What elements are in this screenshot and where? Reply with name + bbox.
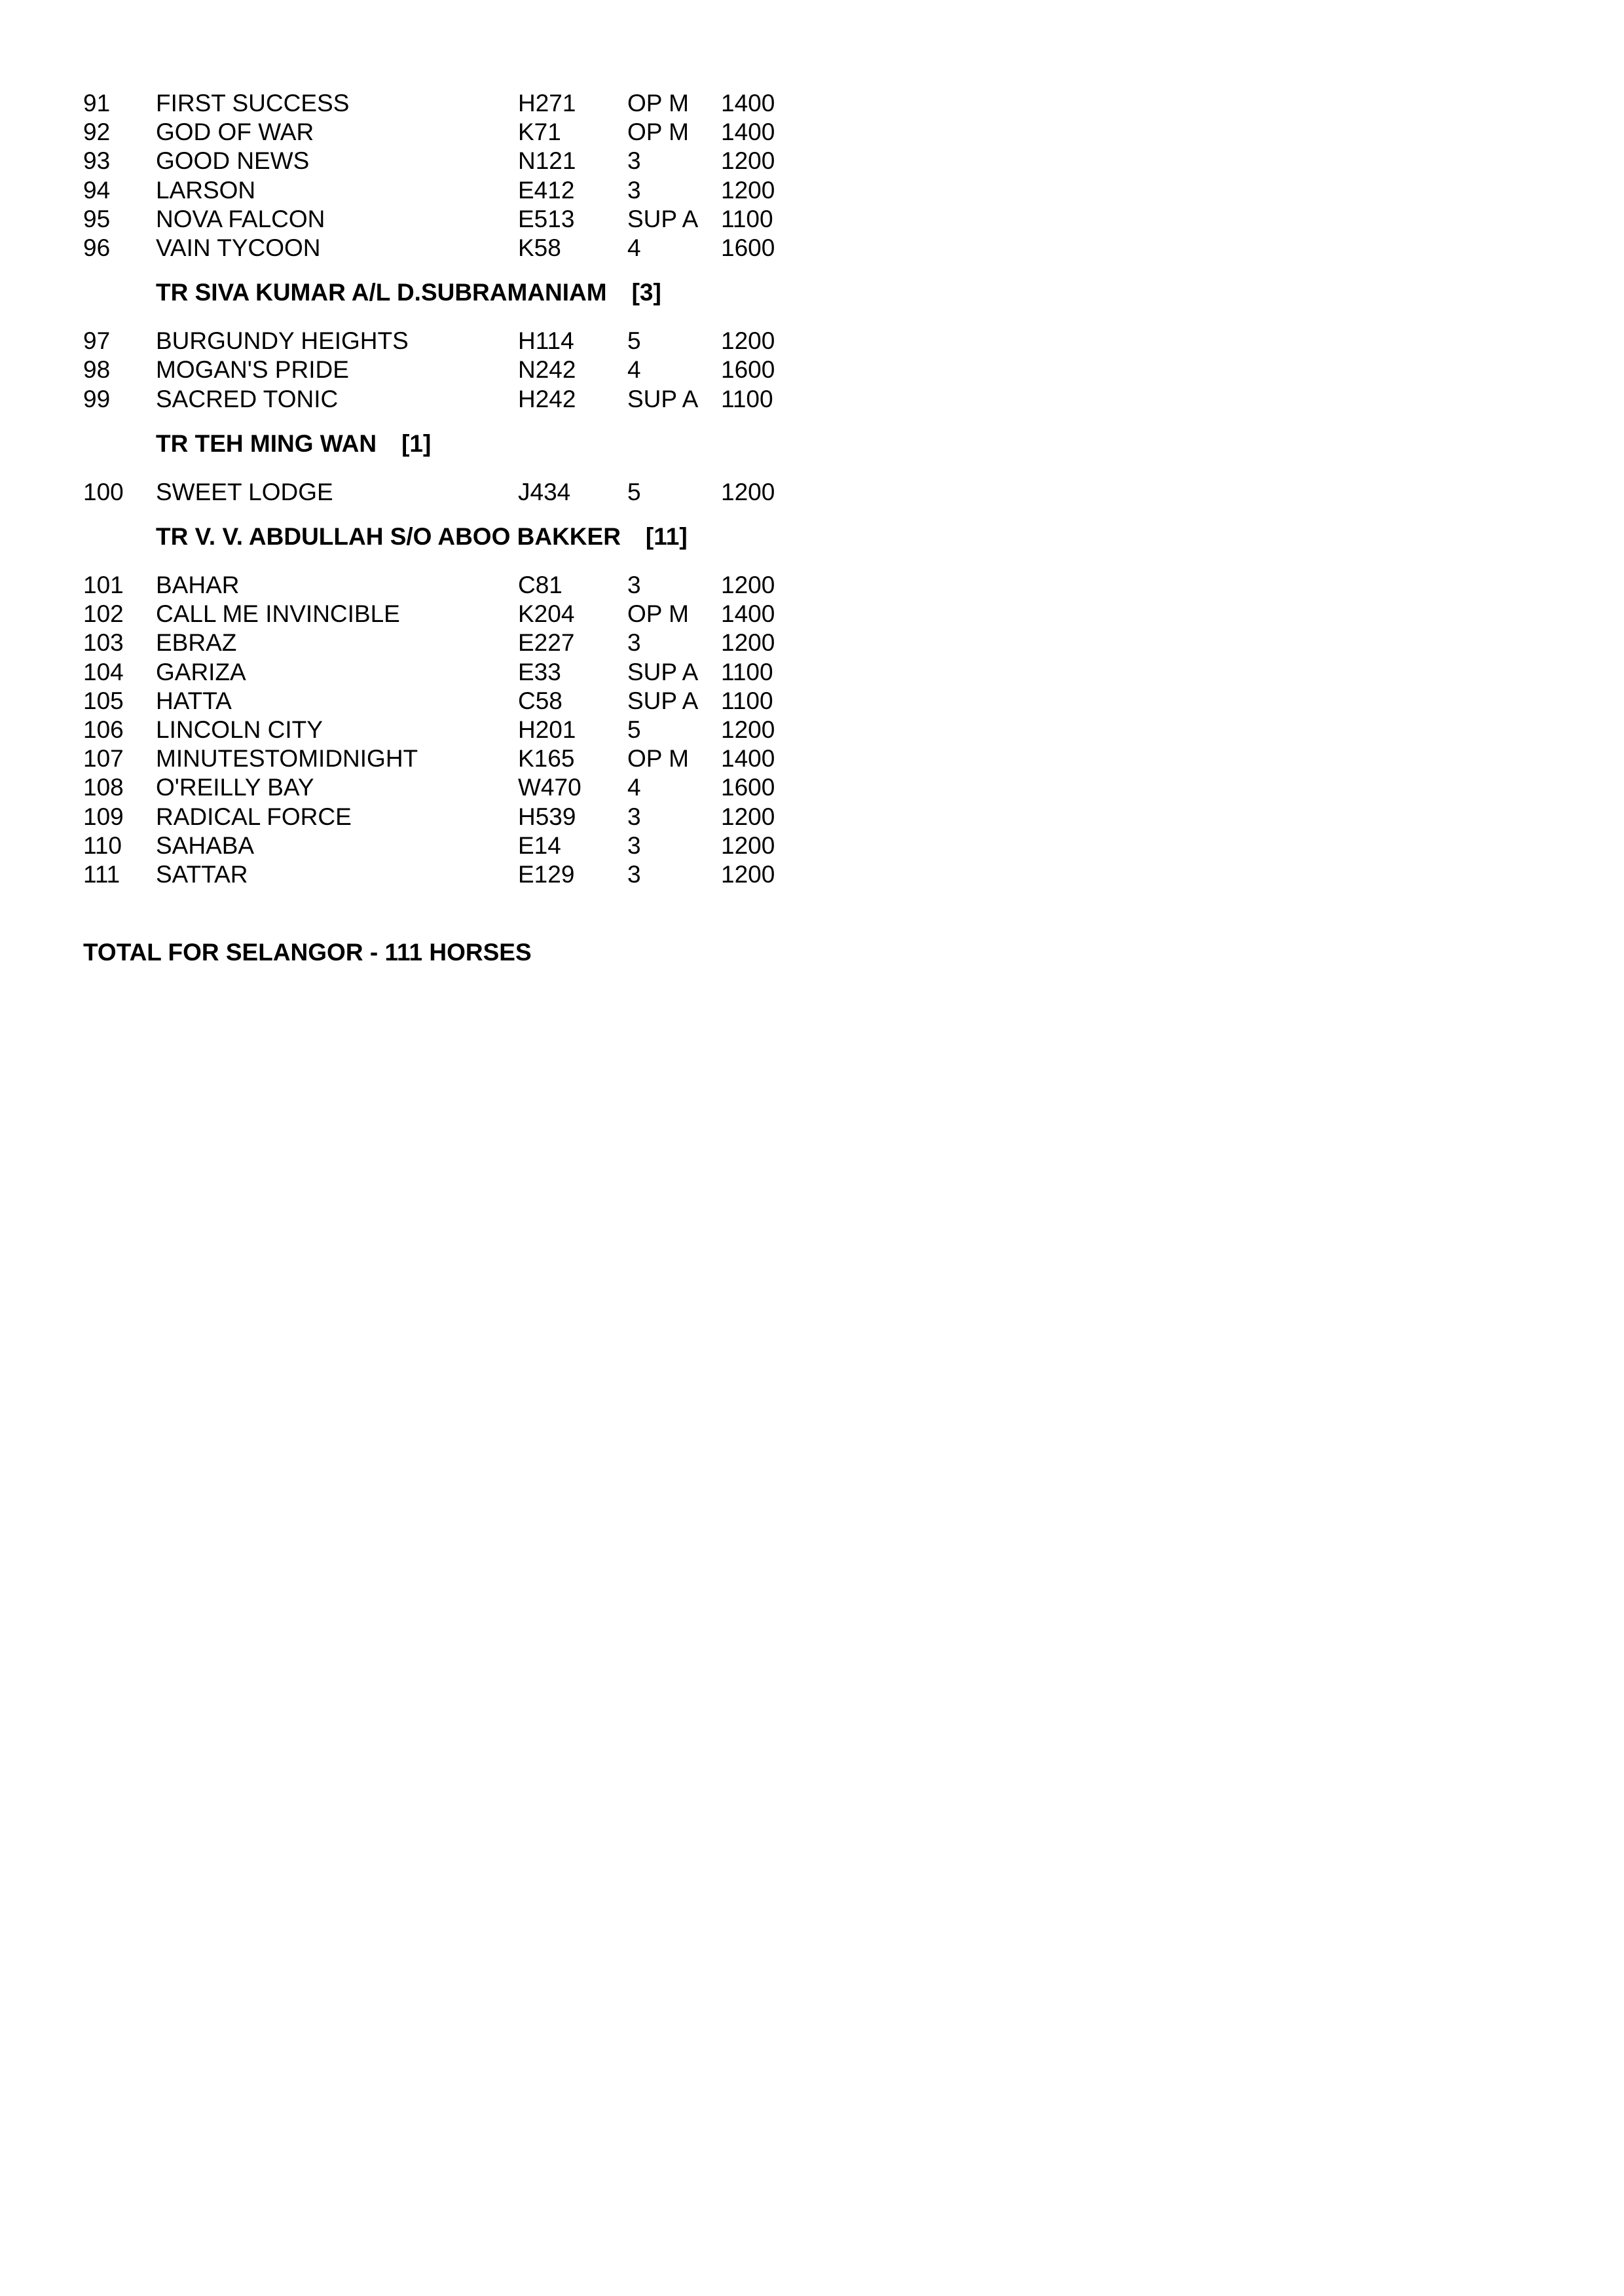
horse-class: 3: [627, 861, 641, 888]
horse-number: 109: [83, 803, 124, 830]
horse-row: [0, 477, 917, 508]
horse-number: 92: [83, 118, 111, 145]
horse-number: 102: [83, 600, 124, 627]
horse-name: VAIN TYCOON: [156, 234, 321, 261]
horse-code: W470: [518, 774, 581, 801]
horse-row: [0, 714, 917, 746]
horse-number: 107: [83, 745, 124, 772]
horse-code: C58: [518, 687, 563, 714]
horse-row: [0, 743, 917, 774]
horse-distance: 1400: [721, 600, 775, 627]
horse-row: [0, 384, 917, 415]
horse-class: 3: [627, 147, 641, 174]
horse-distance: 1600: [721, 234, 775, 261]
horse-class: 4: [627, 356, 641, 383]
horse-distance: 1200: [721, 832, 775, 859]
horse-name: FIRST SUCCESS: [156, 90, 350, 117]
horse-class: 3: [627, 177, 641, 204]
horse-name: RADICAL FORCE: [156, 803, 352, 830]
horse-name: CALL ME INVINCIBLE: [156, 600, 400, 627]
horse-code: H201: [518, 716, 576, 743]
horse-name: MOGAN'S PRIDE: [156, 356, 349, 383]
horse-code: K71: [518, 118, 561, 145]
horse-number: 95: [83, 206, 111, 232]
horse-distance: 1200: [721, 629, 775, 656]
horse-class: 5: [627, 327, 641, 354]
trainer-heading: [156, 277, 661, 308]
horse-code: N121: [518, 147, 576, 174]
horse-code: J434: [518, 479, 571, 505]
horse-distance: 1100: [721, 687, 773, 714]
horse-name: NOVA FALCON: [156, 206, 325, 232]
trainer-name: TR TEH MING WAN: [156, 429, 377, 457]
horse-distance: 1100: [721, 206, 773, 232]
horse-number: 96: [83, 234, 111, 261]
horse-class: OP M: [627, 600, 689, 627]
horse-distance: 1400: [721, 745, 775, 772]
horse-number: 98: [83, 356, 111, 383]
horse-row: [0, 117, 917, 148]
horse-row: [0, 88, 917, 119]
horse-name: LINCOLN CITY: [156, 716, 323, 743]
horse-row: [0, 801, 917, 833]
horse-number: 110: [83, 832, 122, 859]
horse-row: [0, 354, 917, 386]
horse-name: SATTAR: [156, 861, 248, 888]
horse-distance: 1200: [721, 572, 775, 598]
trainer-heading: [156, 521, 688, 553]
horse-class: OP M: [627, 745, 689, 772]
horse-distance: 1100: [721, 386, 773, 412]
horse-name: SAHABA: [156, 832, 255, 859]
horse-code: E33: [518, 659, 561, 685]
horse-name: GARIZA: [156, 659, 246, 685]
horse-code: H271: [518, 90, 576, 117]
horse-row: [0, 325, 917, 357]
horse-number: 103: [83, 629, 124, 656]
horse-distance: 1600: [721, 356, 775, 383]
horse-row: [0, 772, 917, 803]
trainer-name: TR SIVA KUMAR A/L D.SUBRAMANIAM: [156, 279, 607, 306]
horse-name: SWEET LODGE: [156, 479, 333, 505]
horse-class: 3: [627, 572, 641, 598]
horse-class: OP M: [627, 118, 689, 145]
grand-total: TOTAL FOR SELANGOR - 111 HORSES: [83, 939, 532, 966]
horse-number: 94: [83, 177, 111, 204]
horse-name: LARSON: [156, 177, 256, 204]
horse-name: SACRED TONIC: [156, 386, 339, 412]
horse-number: 97: [83, 327, 111, 354]
horse-code: E412: [518, 177, 575, 204]
horse-number: 106: [83, 716, 124, 743]
horse-number: 111: [83, 861, 120, 888]
horse-distance: 1100: [721, 659, 773, 685]
horse-number: 101: [83, 572, 124, 598]
horse-row: [0, 232, 917, 264]
horse-distance: 1400: [721, 90, 775, 117]
horse-row: [0, 830, 917, 862]
trainer-horse-count: [1]: [401, 429, 432, 457]
horse-class: 3: [627, 832, 641, 859]
horse-row: [0, 685, 917, 717]
horse-name: MINUTESTOMIDNIGHT: [156, 745, 418, 772]
horse-code: H114: [518, 327, 574, 354]
horse-row: [0, 859, 917, 890]
horse-code: H539: [518, 803, 576, 830]
horse-number: 108: [83, 774, 124, 801]
horse-distance: 1600: [721, 774, 775, 801]
horse-code: K58: [518, 234, 561, 261]
horse-class: OP M: [627, 90, 689, 117]
horse-name: EBRAZ: [156, 629, 237, 656]
horse-distance: 1400: [721, 118, 775, 145]
horse-class: 5: [627, 716, 641, 743]
horse-code: E14: [518, 832, 561, 859]
horse-distance: 1200: [721, 803, 775, 830]
horse-code: E513: [518, 206, 575, 232]
horse-code: N242: [518, 356, 576, 383]
horse-name: BAHAR: [156, 572, 240, 598]
horse-number: 99: [83, 386, 111, 412]
horse-class: 4: [627, 774, 641, 801]
horse-distance: 1200: [721, 861, 775, 888]
horse-class: 3: [627, 803, 641, 830]
horse-class: 4: [627, 234, 641, 261]
horse-code: C81: [518, 572, 563, 598]
horse-number: 104: [83, 659, 124, 685]
horse-class: 5: [627, 479, 641, 505]
horse-class: SUP A: [627, 206, 699, 232]
horse-name: O'REILLY BAY: [156, 774, 314, 801]
horse-class: SUP A: [627, 687, 699, 714]
trainer-name: TR V. V. ABDULLAH S/O ABOO BAKKER: [156, 523, 621, 550]
horse-name: HATTA: [156, 687, 232, 714]
horse-code: H242: [518, 386, 576, 412]
horse-distance: 1200: [721, 147, 775, 174]
horse-row: [0, 657, 917, 688]
horse-row: [0, 175, 917, 206]
horse-number: 93: [83, 147, 111, 174]
horse-number: 91: [83, 90, 111, 117]
horse-code: K204: [518, 600, 575, 627]
horse-name: BURGUNDY HEIGHTS: [156, 327, 409, 354]
horse-row: [0, 570, 917, 601]
horse-code: K165: [518, 745, 575, 772]
horse-class: SUP A: [627, 386, 699, 412]
horse-code: E227: [518, 629, 575, 656]
horse-name: GOD OF WAR: [156, 118, 314, 145]
horse-distance: 1200: [721, 177, 775, 204]
trainer-heading: [156, 428, 431, 460]
horse-name: GOOD NEWS: [156, 147, 310, 174]
horse-distance: 1200: [721, 716, 775, 743]
horse-distance: 1200: [721, 327, 775, 354]
horse-number: 105: [83, 687, 124, 714]
horse-distance: 1200: [721, 479, 775, 505]
horse-row: [0, 145, 917, 177]
horse-class: SUP A: [627, 659, 699, 685]
horse-row: [0, 204, 917, 235]
trainer-horse-count: [3]: [631, 279, 661, 306]
horse-row: [0, 598, 917, 630]
horse-number: 100: [83, 479, 124, 505]
horse-class: 3: [627, 629, 641, 656]
horse-row: [0, 627, 917, 659]
trainer-horse-count: [11]: [645, 523, 688, 550]
horse-code: E129: [518, 861, 575, 888]
